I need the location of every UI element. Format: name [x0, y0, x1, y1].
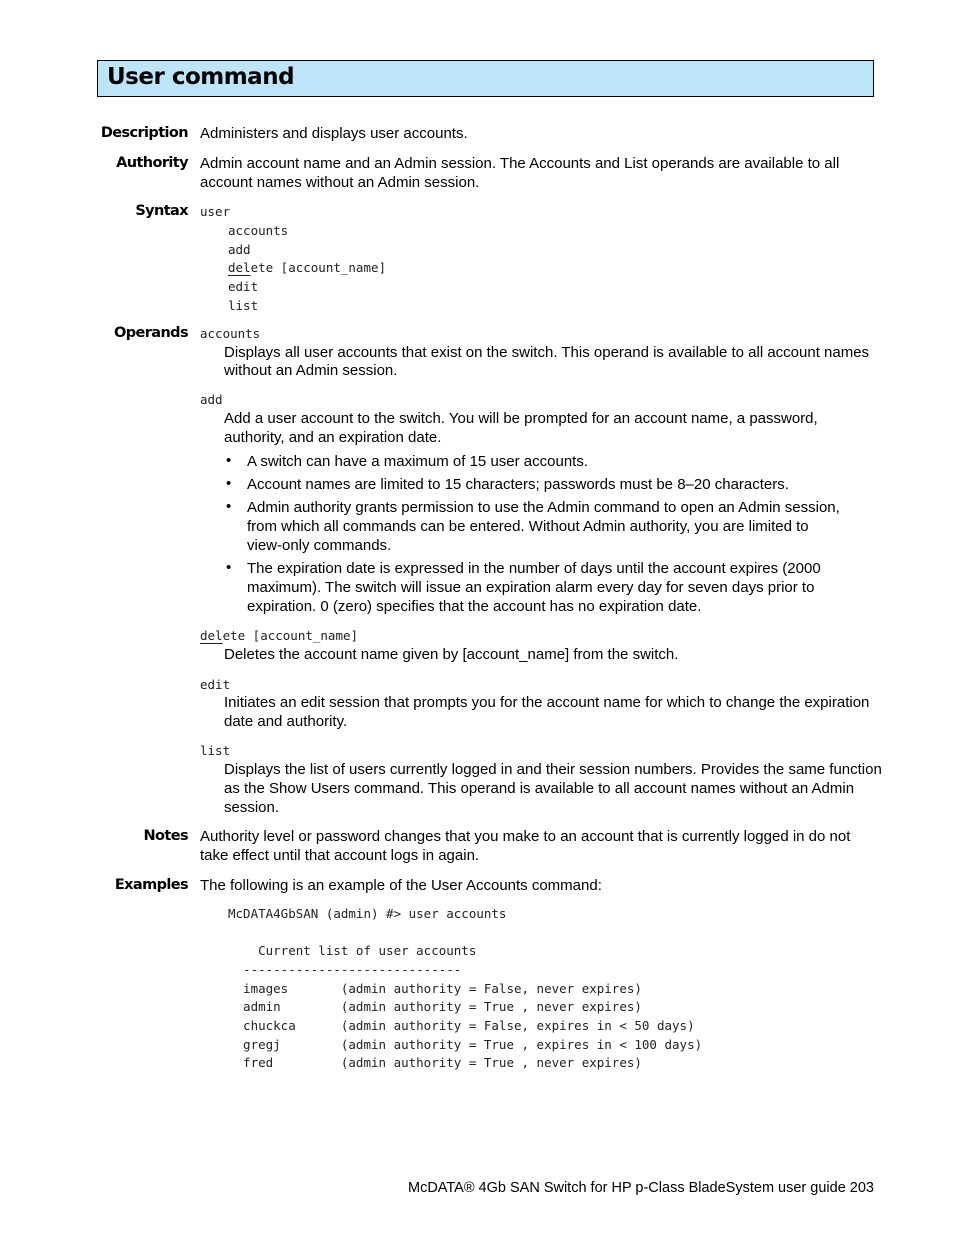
- add-bullet-1: A switch can have a maximum of 15 user accounts.: [247, 453, 588, 470]
- description-text: Administers and displays user accounts.: [200, 125, 468, 142]
- operand-list-line-1: Displays the list of users currently logged in and their session numbers. Provides the same function: [224, 761, 882, 778]
- example-code-line-6: admin (admin authority = True , never expires): [228, 999, 642, 1014]
- operands-label: Operands: [113, 325, 188, 341]
- operand-list-name: list: [200, 743, 231, 758]
- authority-label: Authority: [116, 155, 188, 171]
- notes-label: Notes: [143, 828, 188, 844]
- example-code-line-3: Current list of user accounts: [228, 943, 477, 958]
- syntax-command: user: [200, 204, 231, 219]
- page-title: User command: [107, 64, 295, 90]
- syntax-delete: [228, 259, 386, 278]
- example-code-line-8: gregj (admin authority = True , expires in < 100 days): [228, 1037, 703, 1052]
- operand-add-name: add: [200, 392, 223, 407]
- operand-accounts-line-2: without an Admin session.: [224, 362, 398, 379]
- bullet-marker: •: [226, 498, 232, 515]
- add-bullet-2: Account names are limited to 15 characters; passwords must be 8–20 characters.: [247, 476, 789, 493]
- operand-edit-name: edit: [200, 677, 231, 692]
- syntax-delete-rest: ete [account_name]: [250, 260, 387, 275]
- operand-delete-name: [200, 627, 358, 646]
- operand-accounts-line-1: Displays all user accounts that exist on the switch. This operand is available to all account names: [224, 344, 870, 361]
- syntax-accounts: accounts: [228, 223, 289, 238]
- add-bullet-3-line-2: from which all commands can be entered. Without Admin authority, you are limited to: [247, 518, 809, 535]
- operand-list-line-3: session.: [224, 799, 280, 816]
- example-code-line-5: images (admin authority = False, never expires): [228, 981, 642, 996]
- authority-line-1: Admin account name and an Admin session. The Accounts and List operands are available to all: [200, 155, 840, 172]
- operand-delete-line-1: Deletes the account name given by [account_name] from the switch.: [224, 646, 679, 663]
- bullet-marker: •: [226, 475, 232, 492]
- section-title-bar: [97, 60, 874, 97]
- add-bullet-4-line-2: maximum). The switch will issue an expiration alarm every day for seven days prior to: [247, 579, 815, 596]
- operand-delete-rest: ete [account_name]: [222, 628, 359, 643]
- authority-line-2: account names without an Admin session.: [200, 174, 480, 191]
- description-label: Description: [100, 125, 188, 141]
- operand-add-line-2: authority, and an expiration date.: [224, 429, 442, 446]
- bullet-marker: •: [226, 452, 232, 469]
- example-code-line-1: McDATA4GbSAN (admin) #> user accounts: [228, 906, 507, 921]
- operand-add-line-1: Add a user account to the switch. You will be prompted for an account name, a password,: [224, 410, 818, 427]
- add-bullet-3-line-1: Admin authority grants permission to use the Admin command to open an Admin session,: [247, 499, 840, 516]
- example-code-line-7: chuckca (admin authority = False, expires in < 50 days): [228, 1018, 695, 1033]
- example-code-line-4: -----------------------------: [228, 962, 462, 977]
- add-bullet-4-line-1: The expiration date is expressed in the number of days until the account expires (2000: [247, 560, 821, 577]
- notes-line-2: take effect until that account logs in again.: [200, 847, 480, 864]
- operand-edit-line-1: Initiates an edit session that prompts you for the account name for which to change the expiration: [224, 694, 870, 711]
- operand-edit-line-2: date and authority.: [224, 713, 348, 730]
- syntax-label: Syntax: [135, 203, 188, 219]
- syntax-add: add: [228, 242, 251, 257]
- example-code-line-9: fred (admin authority = True , never expires): [228, 1055, 642, 1070]
- page-footer: McDATA® 4Gb SAN Switch for HP p-Class BladeSystem user guide 203: [407, 1180, 874, 1196]
- add-bullet-4-line-3: expiration. 0 (zero) specifies that the account has no expiration date.: [247, 598, 702, 615]
- syntax-list: list: [228, 298, 259, 313]
- examples-intro: The following is an example of the User Accounts command:: [200, 877, 602, 894]
- bullet-marker: •: [226, 559, 232, 576]
- add-bullet-3-line-3: view-only commands.: [247, 537, 392, 554]
- examples-label: Examples: [114, 877, 188, 893]
- syntax-edit: edit: [228, 279, 259, 294]
- notes-line-1: Authority level or password changes that you make to an account that is currently logged in do not: [200, 828, 851, 845]
- syntax-delete-abbrev: del: [228, 260, 251, 275]
- operand-accounts-name: accounts: [200, 326, 261, 341]
- operand-list-line-2: as the Show Users command. This operand is available to all account names without an Admin: [224, 780, 855, 797]
- operand-delete-abbrev: del: [200, 628, 223, 643]
